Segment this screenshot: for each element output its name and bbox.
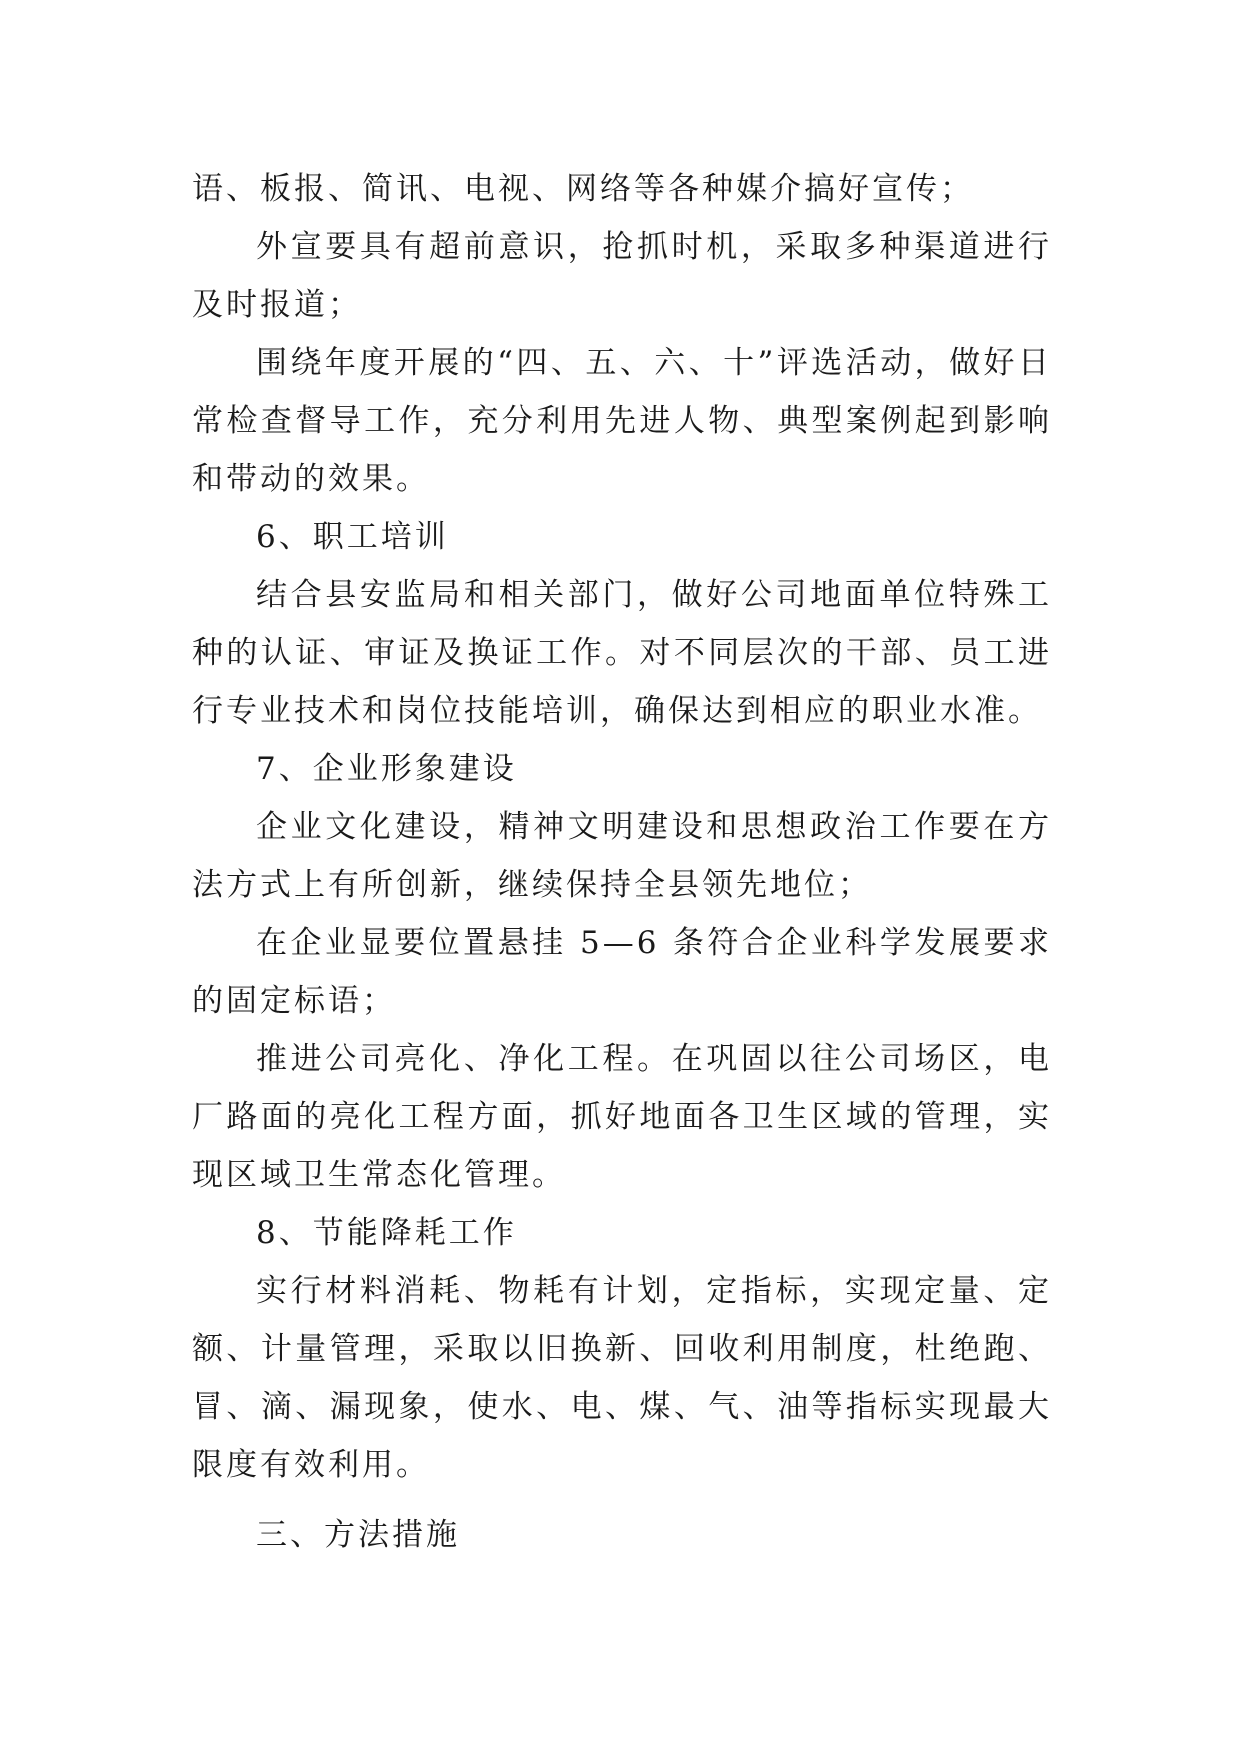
paragraph-staff-training: 结合县安监局和相关部门，做好公司地面单位特殊工种的认证、审证及换证工作。对不同层次的干部、员工进行专业技术和岗位技能培训，确保达到相应的职业水准。 [192, 577, 1052, 729]
paragraph-publicity-media: 语、板报、简讯、电视、网络等各种媒介搞好宣传； [192, 171, 974, 207]
paragraph-energy-saving: 实行材料消耗、物耗有计划，定指标，实现定量、定额、计量管理，采取以旧换新、回收利用制度，杜绝跑、冒、滴、漏现象，使水、电、煤、气、油等指标实现最大限度有效利用。 [192, 1273, 1052, 1483]
paragraph-corporate-culture: 企业文化建设，精神文明建设和思想政治工作要在方法方式上有所创新，继续保持全县领先地位； [192, 809, 1052, 903]
paragraph-lighting-cleaning: 推进公司亮化、净化工程。在巩固以往公司场区，电厂路面的亮化工程方面，抓好地面各卫生区域的管理，实现区域卫生常态化管理。 [192, 1041, 1052, 1193]
paragraph-slogans: 在企业显要位置悬挂 5—6 条符合企业科学发展要求的固定标语； [192, 925, 1052, 1019]
heading-methods-measures: 三、方法措施 [256, 1517, 460, 1553]
document-body [192, 160, 1052, 1564]
paragraph-evaluation-activities: 围绕年度开展的“四、五、六、十”评选活动，做好日常检查督导工作，充分利用先进人物、典型案例起到影响和带动的效果。 [192, 345, 1052, 497]
heading-energy-saving: 8、节能降耗工作 [256, 1215, 517, 1251]
heading-staff-training: 6、职工培训 [256, 519, 449, 555]
heading-corporate-image: 7、企业形象建设 [256, 751, 517, 787]
paragraph-external-publicity: 外宣要具有超前意识，抢抓时机，采取多种渠道进行及时报道； [192, 229, 1052, 323]
